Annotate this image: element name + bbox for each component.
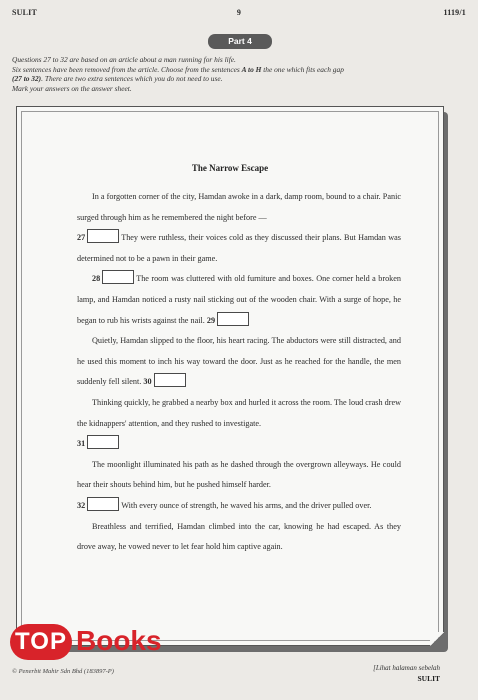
paragraph-6-text: The moonlight illuminated his path as he dashed through the overgrown alleyways. He could hear their shouts behind him, but he pushed himself harder. <box>77 459 401 490</box>
instruction-line-1: Questions 27 to 32 are based on an article about a man running for his life. <box>12 55 236 64</box>
gap-31-number: 31 <box>77 439 86 449</box>
paragraph-1 <box>77 187 401 228</box>
paragraph-3-text: The room was cluttered with old furniture and boxes. One corner held a broken lamp, and Hamdan noticed a rusty nail sticking out of the wooden chair. With a surge of hope, he began to rub his wrists against the nail. <box>77 274 401 325</box>
paragraph-5 <box>77 393 401 434</box>
article-body <box>77 187 401 558</box>
instruction-a-to-h: A to H <box>241 64 262 74</box>
instruction-line-2a: Six sentences have been removed from the article. Choose from the sentences <box>12 64 242 74</box>
paragraph-5-text: Thinking quickly, he grabbed a nearby box and hurled it across the room. The loud crash drew the kidnappers' attention, and they rushed to investigate. <box>77 397 401 428</box>
paragraph-8 <box>77 517 401 558</box>
paragraph-6 <box>77 455 401 496</box>
instruction-line-2 <box>12 65 464 75</box>
part-badge: Part 4 <box>208 34 272 49</box>
article-frame <box>16 106 444 646</box>
paragraph-4-text: Quietly, Hamdan slipped to the floor, his heart racing. The abductors were still distracted, and he used this moment to inch his way toward the door. Just as he reached for the handle, the men suddenly fell silent. <box>77 336 401 387</box>
gap-31-box[interactable] <box>87 435 119 449</box>
gap-30-number: 30 <box>143 377 152 387</box>
gap-30-box[interactable] <box>154 373 186 387</box>
paragraph-2-text: They were ruthless, their voices cold as they discussed their plans. But Hamdan was determined not to be a pawn in their game. <box>77 233 401 263</box>
paper-code: 1119/1 <box>443 8 466 17</box>
paragraph-4 <box>77 331 401 393</box>
gap-29-number: 29 <box>206 315 216 325</box>
next-page-note: [Lihat halaman sebelah <box>373 664 440 672</box>
topbooks-logo <box>4 614 204 660</box>
gap-28-box[interactable] <box>102 270 134 284</box>
instruction-range: (27 to 32) <box>12 74 42 84</box>
corner-fold <box>430 632 444 646</box>
footer-sulit: SULIT <box>417 674 440 683</box>
gap-31-line <box>77 434 401 455</box>
paragraph-8-text: Breathless and terrified, Hamdan climbed into the car, knowing he had escaped. As they drove away, he vowed never to let fear hold him captive again. <box>77 521 401 552</box>
instruction-line-3 <box>12 74 464 84</box>
logo-top-badge: TOP <box>10 624 72 660</box>
article-title: The Narrow Escape <box>191 163 269 173</box>
page-number: 9 <box>236 8 242 17</box>
gap-29-box[interactable] <box>217 312 249 326</box>
paragraph-7-text: With every ounce of strength, he waved his arms, and the driver pulled over. <box>121 500 372 510</box>
paragraph-7 <box>77 496 401 517</box>
instruction-line-3b: . There are two extra sentences which you do not need to use. <box>41 74 223 84</box>
instruction-line-2c: the one which fits each gap <box>261 64 344 74</box>
gap-27-number: 27 <box>77 233 86 243</box>
gap-27-box[interactable] <box>87 229 119 243</box>
gap-32-box[interactable] <box>87 497 119 511</box>
gap-28-number: 28 <box>92 274 101 284</box>
gap-32-number: 32 <box>77 500 86 510</box>
instruction-line-4: Mark your answers on the answer sheet. <box>12 83 132 93</box>
sulit-label: SULIT <box>12 8 38 17</box>
paragraph-1-text: In a forgotten corner of the city, Hamdan awoke in a dark, damp room, bound to a chair. Panic surged through him as he remembered the night before — <box>77 192 401 222</box>
paragraph-3 <box>77 269 401 331</box>
instructions <box>12 55 464 93</box>
copyright: © Penerbit Mahir Sdn Bhd (183897-P) <box>12 668 114 675</box>
paragraph-2 <box>77 228 401 269</box>
logo-books-text: Books <box>76 625 162 656</box>
